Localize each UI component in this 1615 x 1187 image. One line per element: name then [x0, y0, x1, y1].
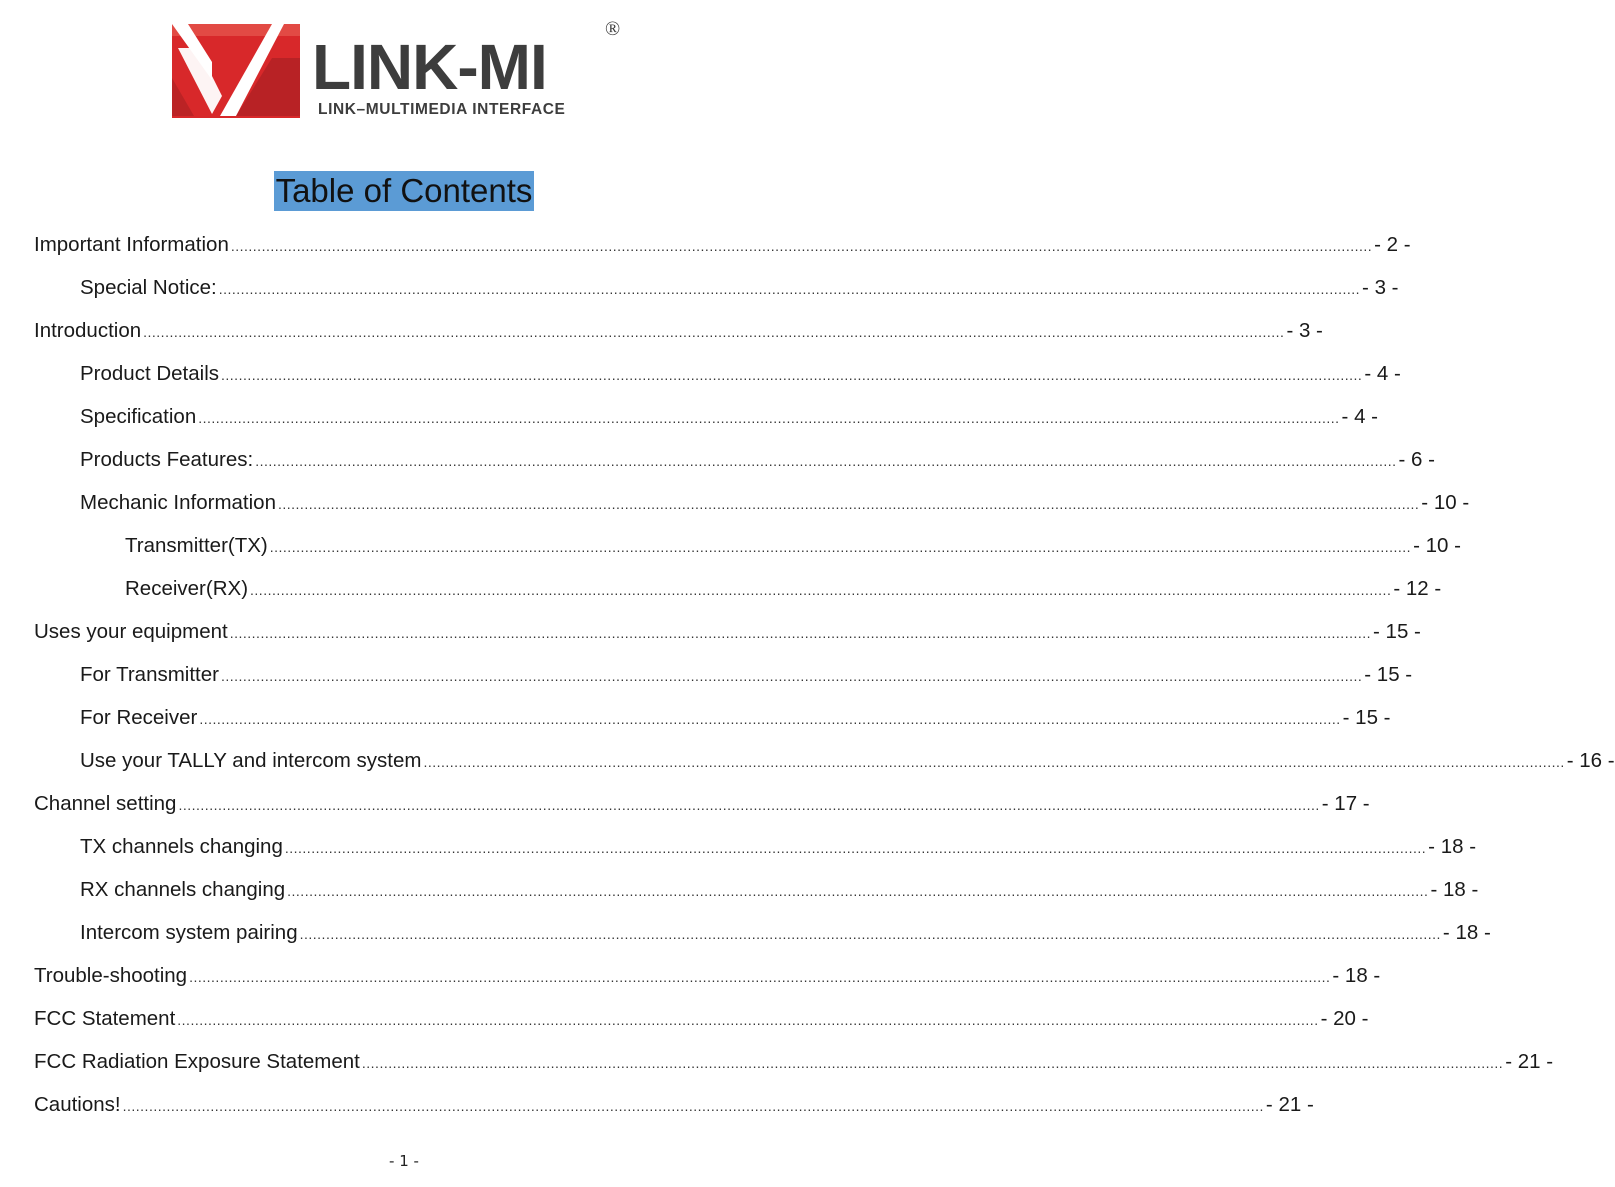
toc-dot-leader: ....................................................................................................................................................................................................................................................................	[299, 926, 1441, 942]
toc-dot-leader: ....................................................................................................................................................................................................................................................................	[277, 496, 1420, 512]
toc-entry[interactable]	[125, 531, 1461, 561]
toc-entry[interactable]	[80, 660, 1413, 690]
page-title: Table of Contents	[275, 172, 533, 209]
toc-entry-page: - 21 -	[1265, 1093, 1314, 1116]
toc-dot-leader: ....................................................................................................................................................................................................................................................................	[178, 797, 1320, 813]
toc-entry[interactable]	[80, 273, 1399, 303]
toc-dot-leader: ....................................................................................................................................................................................................................................................................	[284, 840, 1427, 856]
toc-entry[interactable]	[80, 703, 1391, 733]
title-container	[0, 171, 808, 211]
toc-entry-label: Introduction	[34, 319, 142, 342]
toc-entry[interactable]	[80, 359, 1401, 389]
link-mi-logo-icon	[172, 18, 300, 120]
toc-entry[interactable]	[34, 1047, 1554, 1077]
toc-entry[interactable]	[34, 1090, 1314, 1120]
logo-tagline: LINK–MULTIMEDIA INTERFACE	[318, 101, 566, 118]
toc-entry-page: - 4 -	[1341, 405, 1378, 428]
toc-entry[interactable]	[34, 316, 1323, 346]
toc-entry-label: FCC Radiation Exposure Statement	[34, 1050, 360, 1073]
toc-entry-page: - 21 -	[1505, 1050, 1554, 1073]
toc-entry-page: - 3 -	[1286, 319, 1323, 342]
toc-entry[interactable]	[80, 488, 1470, 518]
toc-entry-label: Uses your equipment	[34, 620, 228, 643]
toc-entry-page: - 18 -	[1430, 878, 1479, 901]
toc-entry[interactable]	[125, 574, 1442, 604]
toc-dot-leader: ....................................................................................................................................................................................................................................................................	[199, 711, 1341, 727]
toc-dot-leader: ....................................................................................................................................................................................................................................................................	[230, 238, 1373, 254]
toc-entry-label: FCC Statement	[34, 1007, 176, 1030]
toc-entry[interactable]	[80, 746, 1615, 776]
page-number: - 1 -	[389, 1152, 419, 1170]
toc-dot-leader: ....................................................................................................................................................................................................................................................................	[143, 324, 1285, 340]
toc-entry[interactable]	[80, 918, 1491, 948]
toc-entry-page: - 15 -	[1342, 706, 1391, 729]
brand-logo	[172, 18, 632, 138]
toc-entry[interactable]	[80, 445, 1435, 475]
toc-entry-page: - 12 -	[1393, 577, 1442, 600]
toc-entry-page: - 4 -	[1364, 362, 1401, 385]
toc-dot-leader: ....................................................................................................................................................................................................................................................................	[221, 367, 1363, 383]
toc-entry-label: For Receiver	[80, 706, 198, 729]
toc-entry-label: Important Information	[34, 233, 229, 256]
toc-dot-leader: ....................................................................................................................................................................................................................................................................	[220, 668, 1363, 684]
toc-entry[interactable]	[80, 402, 1378, 432]
toc-entry-label: Product Details	[80, 362, 220, 385]
toc-entry-label: RX channels changing	[80, 878, 286, 901]
toc-entry-page: - 16 -	[1566, 749, 1615, 772]
toc-entry-label: Cautions!	[34, 1093, 121, 1116]
toc-entry-page: - 15 -	[1364, 663, 1413, 686]
toc-entry[interactable]	[34, 789, 1370, 819]
toc-entry-label: Products Features:	[80, 448, 254, 471]
toc-dot-leader: ....................................................................................................................................................................................................................................................................	[250, 582, 1392, 598]
toc-entry-page: - 20 -	[1320, 1007, 1369, 1030]
toc-entry-label: Use your TALLY and intercom system	[80, 749, 422, 772]
toc-entry-label: For Transmitter	[80, 663, 219, 686]
toc-entry-page: - 3 -	[1362, 276, 1399, 299]
toc-entry-page: - 18 -	[1332, 964, 1381, 987]
toc-entry-page: - 6 -	[1398, 448, 1435, 471]
toc-dot-leader: ....................................................................................................................................................................................................................................................................	[122, 1098, 1264, 1114]
toc-dot-leader: ....................................................................................................................................................................................................................................................................	[361, 1055, 1504, 1071]
toc-entry[interactable]	[80, 875, 1479, 905]
toc-dot-leader: ....................................................................................................................................................................................................................................................................	[229, 625, 1372, 641]
toc-entry[interactable]	[34, 1004, 1369, 1034]
toc-entry-label: Specification	[80, 405, 197, 428]
toc-entry[interactable]	[34, 961, 1381, 991]
toc-dot-leader: ....................................................................................................................................................................................................................................................................	[189, 969, 1331, 985]
toc-dot-leader: ....................................................................................................................................................................................................................................................................	[255, 453, 1397, 469]
toc-entry-page: - 17 -	[1321, 792, 1370, 815]
toc-dot-leader: ....................................................................................................................................................................................................................................................................	[269, 539, 1412, 555]
toc-entry[interactable]	[80, 832, 1477, 862]
toc-entry-page: - 18 -	[1442, 921, 1491, 944]
toc-dot-leader: ....................................................................................................................................................................................................................................................................	[287, 883, 1429, 899]
toc-dot-leader: ....................................................................................................................................................................................................................................................................	[218, 281, 1361, 297]
registered-mark: ®	[605, 18, 621, 40]
logo-wordmark: LINK-MI	[312, 31, 547, 103]
toc-dot-leader: ....................................................................................................................................................................................................................................................................	[423, 754, 1565, 770]
toc-entry[interactable]	[34, 230, 1411, 260]
toc-entry-page: - 18 -	[1428, 835, 1477, 858]
toc-entry-label: Transmitter(TX)	[125, 534, 268, 557]
toc-entry-label: Special Notice:	[80, 276, 217, 299]
toc-entry-label: TX channels changing	[80, 835, 283, 858]
toc-entry-page: - 10 -	[1413, 534, 1461, 557]
toc-entry-page: - 15 -	[1373, 620, 1421, 643]
toc-entry-label: Channel setting	[34, 792, 177, 815]
toc-entry-page: - 2 -	[1374, 233, 1411, 256]
toc-dot-leader: ....................................................................................................................................................................................................................................................................	[177, 1012, 1319, 1028]
toc-entry-label: Receiver(RX)	[125, 577, 249, 600]
toc-entry-label: Trouble-shooting	[34, 964, 188, 987]
toc-dot-leader: ....................................................................................................................................................................................................................................................................	[198, 410, 1340, 426]
toc-entry-label: Mechanic Information	[80, 491, 276, 514]
toc-entry[interactable]	[34, 617, 1421, 647]
toc-entry-page: - 10 -	[1421, 491, 1470, 514]
toc-entry-label: Intercom system pairing	[80, 921, 298, 944]
